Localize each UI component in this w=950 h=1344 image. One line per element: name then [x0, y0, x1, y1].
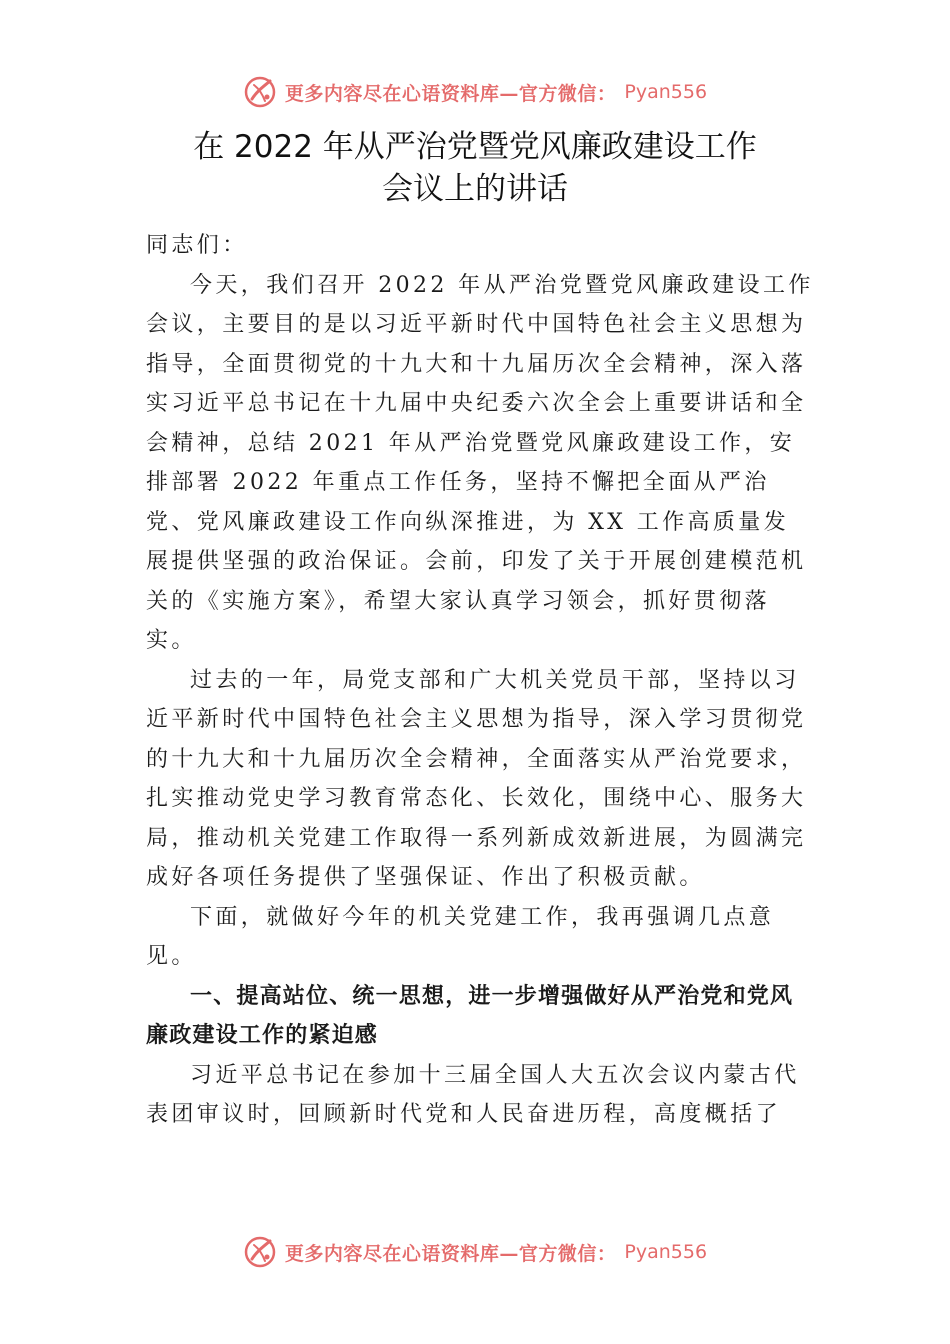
document-body — [146, 226, 814, 1135]
paragraph-1a: 今天，我们召开 2022 年从严治党暨党风廉政建设工作会议，主要目的是以习近平新时代中国特色社会主义思想为指导，全面贯彻党的十九大和十九届历次全会精神，深入落实习近平总书记在十九届中央纪委六次全会上重要讲话和全会精神，总结 2021 年从严治党暨党风廉政建设工作，安 — [146, 272, 814, 456]
paragraph-2: 过去的一年，局党支部和广大机关党员干部，坚持以习近平新时代中国特色社会主义思想为指导，深入学习贯彻党的十九大和十九届历次全会精神，全面落实从严治党要求，扎实推动党史学习教育常态化、长效化，围绕中心、服务大局，推动机关党建工作取得一系列新成效新进展，为圆满完成好各项任务提供了坚强保证、作出了积极贡献。 — [146, 667, 807, 890]
brush-logo-icon — [243, 1235, 277, 1269]
paragraph-4: 习近平总书记在参加十三届全国人大五次会议内蒙古代表团审议时，回顾新时代党和人民奋进历程，高度概括了 — [146, 1062, 800, 1127]
document-title — [0, 126, 950, 210]
section-heading-1: 一、提高站位、统一思想，进一步增强做好从严治党和党风廉政建设工作的紧迫感 — [146, 983, 794, 1048]
title-line-1: 在 2022 年从严治党暨党风廉政建设工作 — [193, 129, 757, 165]
title-line-2: 会议上的讲话 — [382, 171, 568, 207]
banner-text: 更多内容尽在心语资料库—官方微信： — [284, 1242, 617, 1265]
banner-contact: Pyan556 — [624, 1241, 708, 1263]
paragraph-3: 下面，就做好今年的机关党建工作，我再强调几点意见。 — [146, 904, 775, 969]
banner-text: 更多内容尽在心语资料库—官方微信： — [284, 82, 617, 105]
footer-watermark-banner — [0, 1232, 950, 1272]
header-watermark-banner — [0, 72, 950, 112]
salutation: 同志们： — [146, 233, 248, 258]
banner-contact: Pyan556 — [624, 81, 708, 103]
brush-logo-icon — [243, 75, 277, 109]
paragraph-1b: 排部署 2022 年重点工作任务，坚持不懈把全面从严治党、党风廉政建设工作向纵深推进，为 XX 工作高质量发展提供坚强的政治保证。会前，印发了关于开展创建模范机关的《实施方案》，希望大家认真学习领会，抓好贯彻落实。 — [146, 470, 807, 653]
